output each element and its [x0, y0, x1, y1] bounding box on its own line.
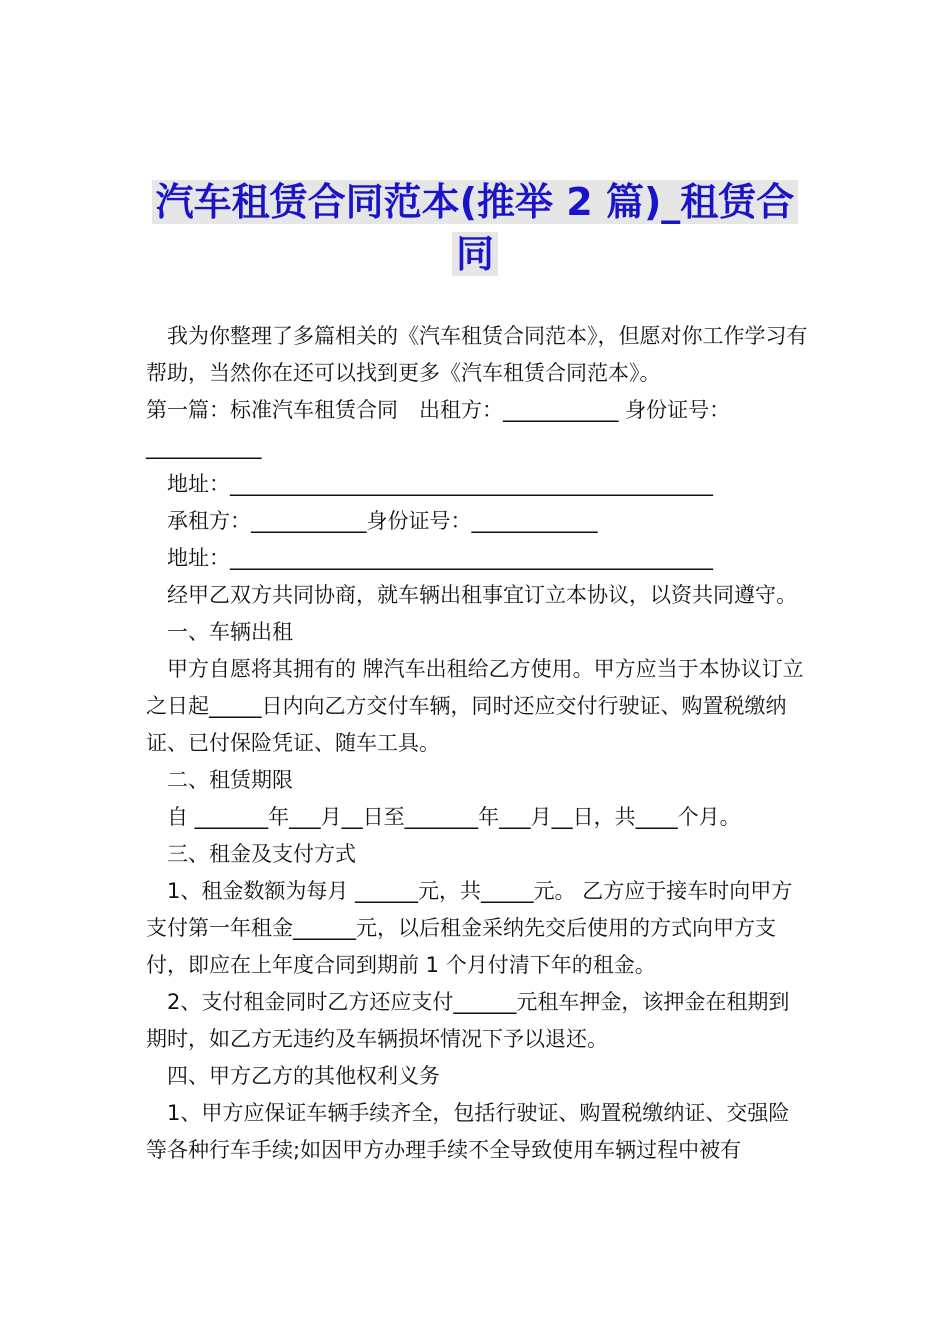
rent-item-2: 2、支付租金同时乙方还应支付______元租车押金，该押金在租期到期时，如乙方无违约及车辆损坏情况下予以退还。: [146, 990, 790, 1051]
clause-heading-2: 二、租赁期限: [167, 768, 293, 792]
clause-heading-1: 一、车辆出租: [167, 620, 293, 644]
title-line-1: 汽车租赁合同范本(推举 2 篇)_租赁合: [152, 180, 799, 224]
section-one-heading: 第一篇：标准汽车租赁合同 出租方：___________ 身份证号：___________: [146, 398, 731, 459]
rent-item-1: 1、租金数额为每月 ______元，共_____元。 乙方应于接车时向甲方支付第一年租金______元，以后租金采纳先交后使用的方式向甲方支付，即应在上年度合同到期前 1 个月付清下年的租金。: [146, 879, 793, 977]
intro-paragraph: 我为你整理了多篇相关的《汽车租赁合同范本》，但愿对你工作学习有帮助，当然你在还可以找到更多《汽车租赁合同范本》。: [146, 324, 808, 385]
lessee-line: 承租方：___________身份证号：____________: [167, 509, 598, 533]
clause-heading-4: 四、甲方乙方的其他权利义务: [167, 1064, 440, 1088]
agreement-paragraph: 经甲乙双方共同协商，就车辆出租事宜订立本协议，以资共同遵守。: [167, 583, 797, 607]
rights-item-1: 1、甲方应保证车辆手续齐全，包括行驶证、购置税缴纳证、交强险等各种行车手续;如因甲方办理手续不全导致使用车辆过程中被有: [146, 1101, 790, 1162]
lease-term-line: 自 _______年___月__日至_______年___月__日，共____个月。: [167, 805, 741, 829]
title-line-2: 同: [452, 232, 498, 276]
clause-heading-3: 三、租金及支付方式: [167, 842, 356, 866]
lessor-address-line: 地址：______________________________________________: [167, 472, 713, 496]
clause-paragraph-1: 甲方自愿将其拥有的 牌汽车出租给乙方使用。甲方应当于本协议订立之日起_____日内向乙方交付车辆，同时还应交付行驶证、购置税缴纳证、已付保险凭证、随车工具。: [146, 657, 804, 755]
document-title: [150, 176, 800, 280]
lessee-address-line: 地址：______________________________________________: [167, 546, 713, 570]
document-body: [146, 318, 808, 1169]
